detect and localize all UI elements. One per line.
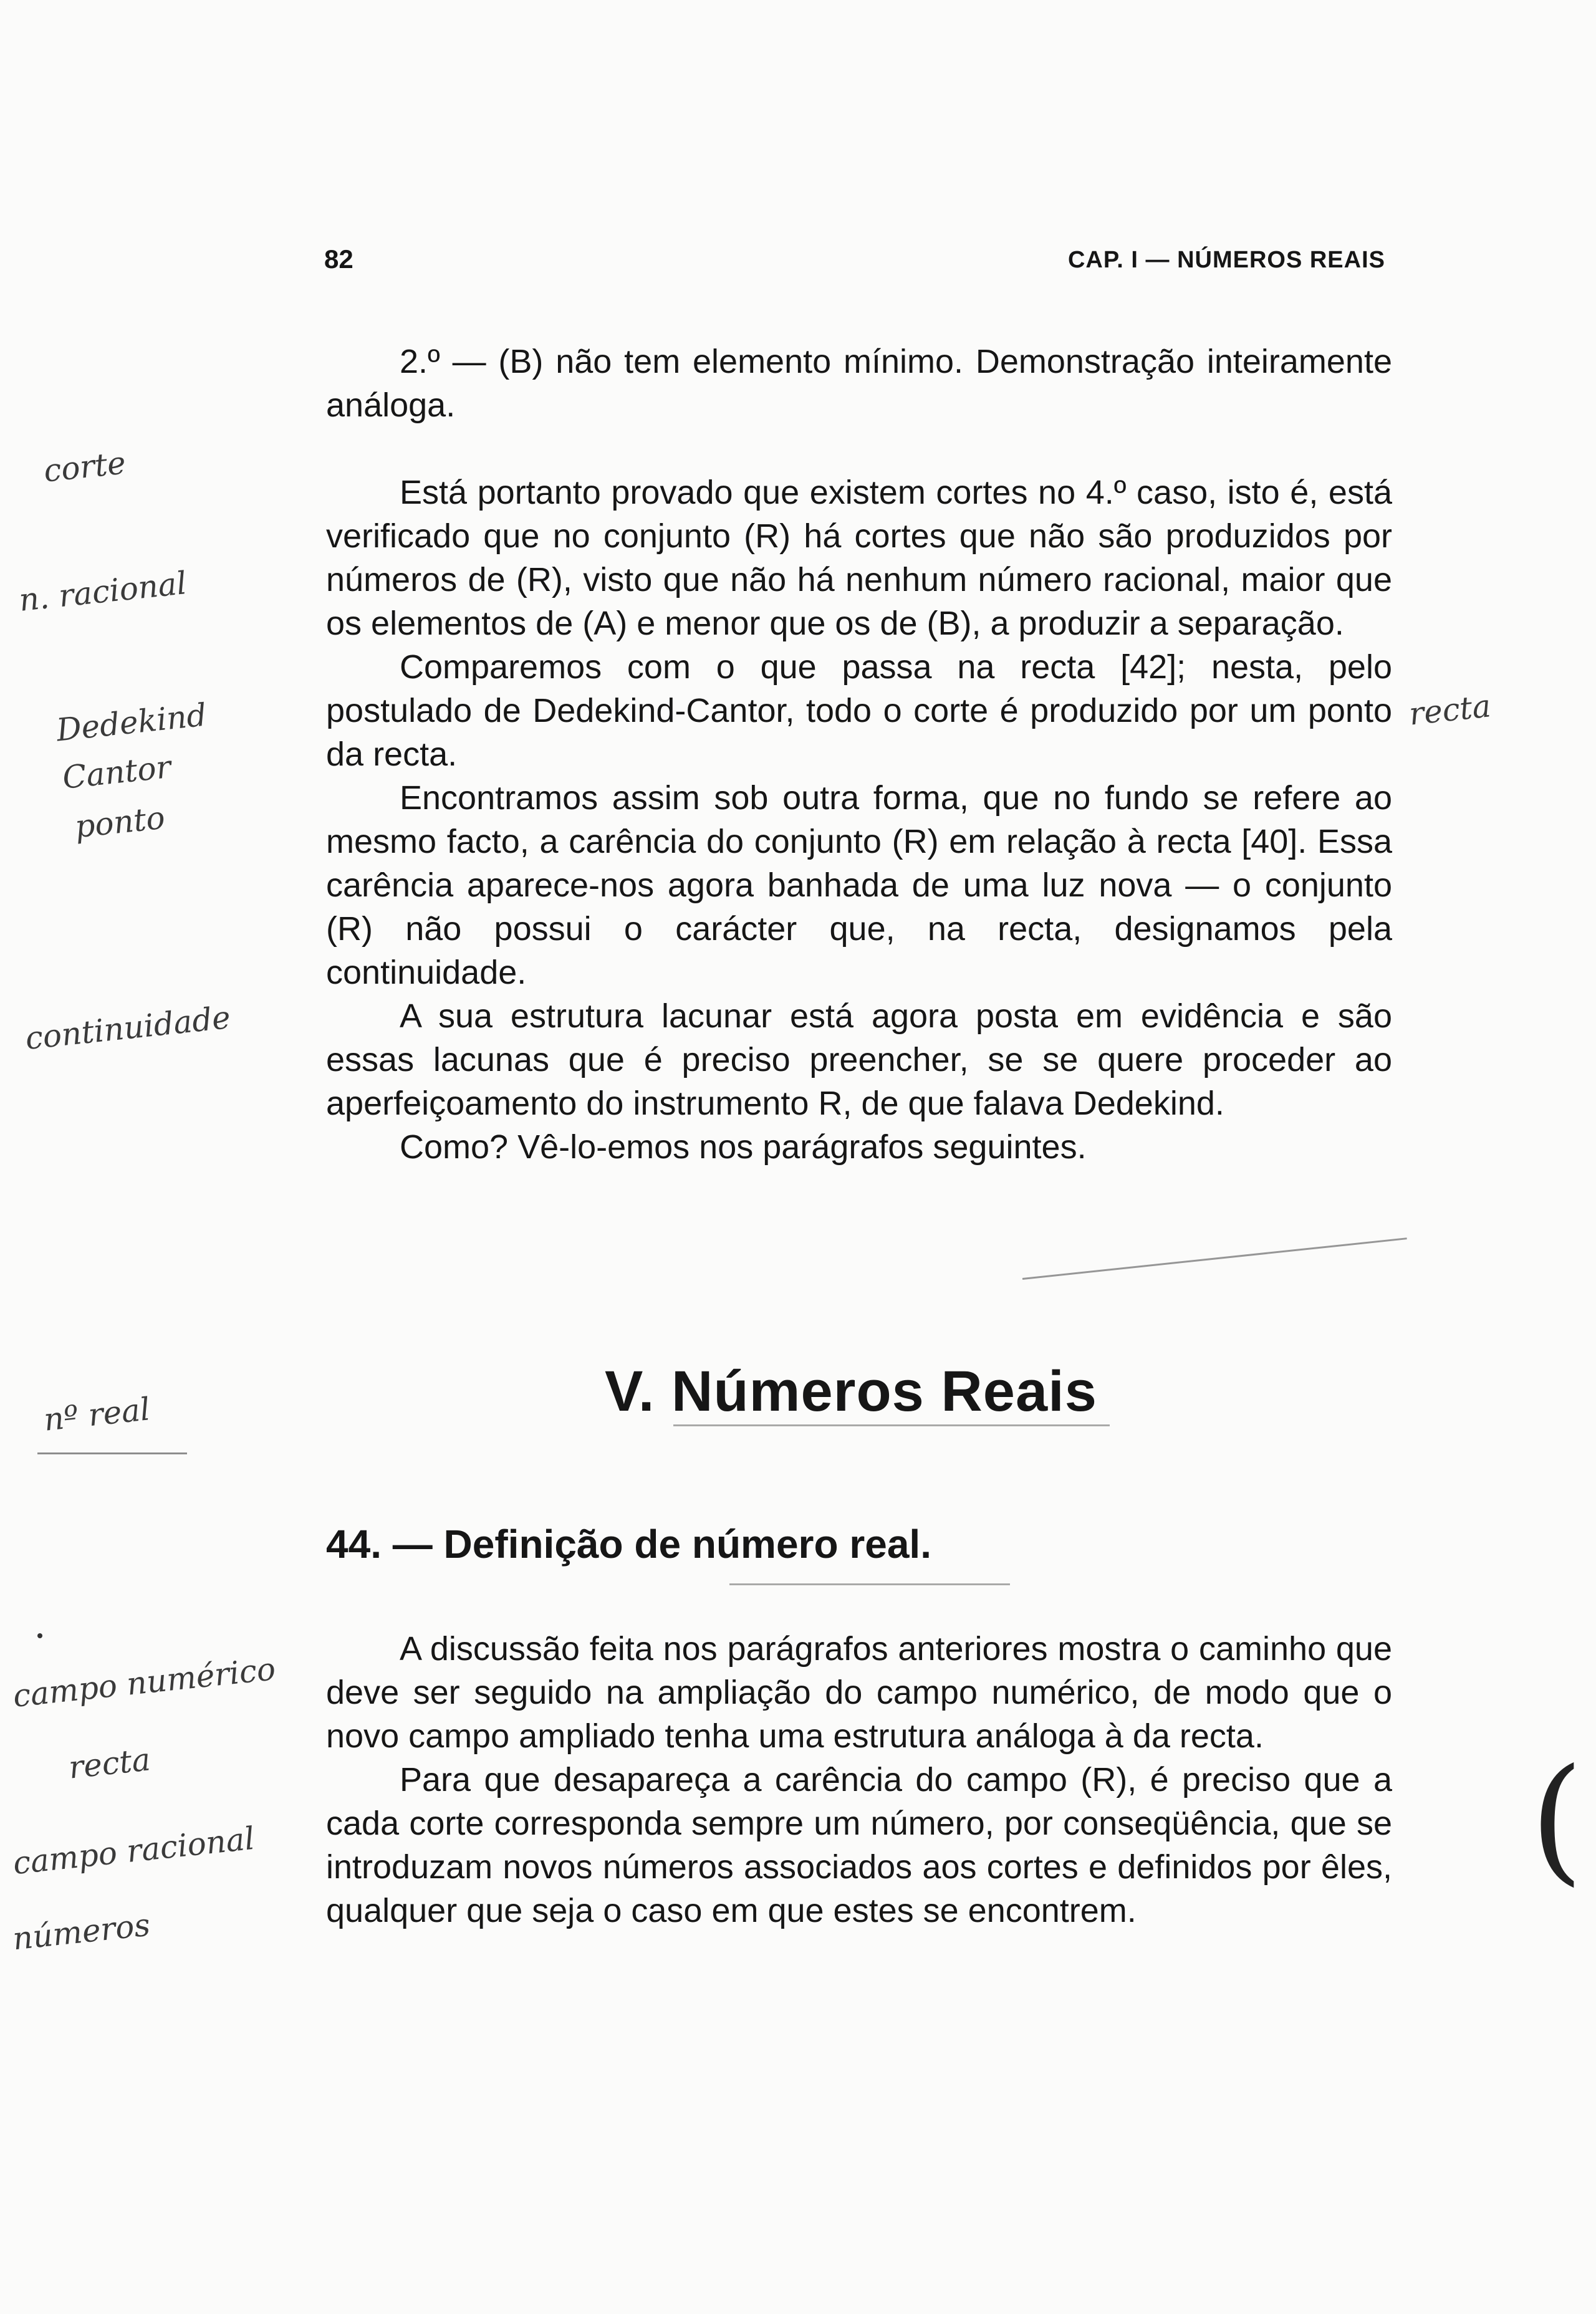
paragraph: Para que desapareça a carência do campo (R), é preciso que a cada corte corresponda sempre um número, por conseqüência, que se introduzam novos números associados aos cortes e definidos por êles, qualquer que seja o caso em que estes se encontrem.	[326, 1761, 1392, 1929]
pen-stroke	[37, 1452, 187, 1454]
body-bottom	[326, 1627, 1392, 1932]
margin-note: n. racional	[17, 565, 189, 618]
margin-note: recta	[67, 1741, 153, 1786]
margin-note: nº real	[42, 1391, 152, 1438]
margin-note: números	[11, 1906, 152, 1957]
margin-note: Cantor	[60, 749, 173, 796]
paragraph: Comparemos com o que passa na recta [42]; nesta, pelo postulado de Dedekind-Cantor, todo o corte é produzido por um ponto da recta.	[326, 648, 1392, 773]
pen-stroke	[1022, 1237, 1407, 1280]
paragraph: Está portanto provado que existem cortes no 4.º caso, isto é, está verificado que no conjunto (R) há cortes que não são produzidos por números de (R), visto que não há nenhum número racional, maior que os elementos de (A) e menor que os de (B), a produzir a separação.	[326, 474, 1392, 642]
paragraph: A sua estrutura lacunar está agora posta em evidência e são essas lacunas que é preciso preencher, se se quere proceder ao aperfeiçoamento do instrumento R, de que falava Dedekind.	[326, 997, 1392, 1122]
pen-stroke	[673, 1424, 1110, 1426]
body-middle	[326, 471, 1392, 1169]
paragraph: A discussão feita nos parágrafos anteriores mostra o caminho que deve ser seguido na ampliação do campo numérico, de modo que o novo campo ampliado tenha uma estrutura análoga à da recta.	[326, 1630, 1392, 1755]
margin-note: continuidade	[23, 999, 233, 1057]
margin-note: Dedekind	[54, 696, 209, 749]
subsection-title: 44. — Definição de número real.	[326, 1522, 931, 1567]
margin-note: campo numérico	[11, 1651, 277, 1714]
paragraph: Encontramos assim sob outra forma, que no fundo se refere ao mesmo facto, a carência do conjunto (R) em relação à recta [40]. Essa carência aparece-nos agora banhada de uma luz nova — o conjunto (R) não possui o carácter que, na recta, designamos pela continuidade.	[326, 779, 1392, 991]
paragraph: Como? Vê-lo-emos nos parágrafos seguintes.	[400, 1128, 1087, 1166]
running-header: CAP. I — NÚMEROS REAIS	[1067, 247, 1385, 273]
pen-stroke	[729, 1583, 1010, 1585]
ink-speck	[37, 1633, 42, 1638]
margin-note: campo racional	[11, 1820, 257, 1882]
margin-note: ponto	[73, 799, 167, 845]
body-top	[326, 340, 1392, 427]
page-number: 82	[324, 244, 353, 274]
margin-note: recta	[1407, 688, 1493, 732]
margin-note: corte	[42, 444, 128, 489]
section-title: V. Números Reais	[605, 1360, 1097, 1423]
bracket-mark: (	[1530, 1739, 1584, 1899]
paragraph: 2.º — (B) não tem elemento mínimo. Demonstração inteiramente análoga.	[326, 343, 1392, 424]
